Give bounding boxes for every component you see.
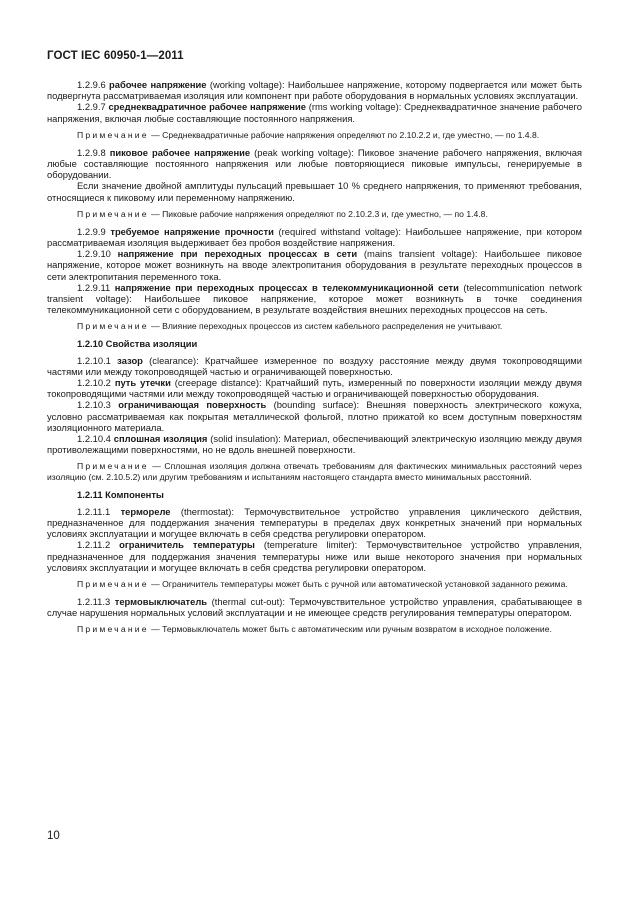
term: ограничивающая поверхность <box>118 399 267 411</box>
definition-1-2-11-3: 1.2.11.3 термовыключатель (thermal cut-out): Термочувствительное устройство управления, срабатывающее в случае нарушения нормальных условий эксплуатации и не имеющее средств регулирования температуры оператором. <box>47 595 582 619</box>
standard-header: ГОСТ IEC 60950-1—2011 <box>47 50 184 62</box>
term: зазор <box>117 354 143 366</box>
definition-1-2-9-9: 1.2.9.9 требуемое напряжение прочности (required withstand voltage): Наибольшее напряжение, при котором рассматриваемая изоляция выдерживает без пробоя воздействие напряжения. <box>47 225 582 249</box>
note-5: Примечание — Ограничитель температуры может быть с ручной или автоматической установкой заданного режима. <box>77 578 568 589</box>
section-heading-1-2-10: 1.2.10 Свойства изоляции <box>77 338 198 350</box>
definition-1-2-11-2: 1.2.11.2 ограничитель температуры (temperature limiter): Термочувствительное устройство управления, предназначенное для поддержания значения температуры ниже или выше некоторого значения при нормальных условиях эксплуатации и могущее включать в себя средства регулировки оператором. <box>47 539 582 573</box>
paragraph-ripple: Если значение двойной амплитуды пульсаций превышает 10 % среднего напряжения, то применяют требования, относящиеся к пиковому или переменному напряжению. <box>47 180 582 203</box>
term: ограничитель температуры <box>119 539 255 551</box>
note-4: Примечание — Сплошная изоляция должна отвечать требованиям для фактических минимальных расстояний через изоляцию (см. 2.10.5.2) или другим требованиям и испытаниям настоящего стандарта вместо минимальных расстояний. <box>47 461 582 483</box>
definition-1-2-9-7: 1.2.9.7 среднеквадратичное рабочее напряжение (rms working voltage): Среднеквадратичное значение рабочего напряжения, включая любые составляющие постоянного напряжения. <box>47 101 582 124</box>
definition-1-2-10-2: 1.2.10.2 путь утечки (creepage distance): Кратчайший путь, измеренный по поверхности изоляции между двумя токопроводящими частями или между токопроводящей частью и ограничивающей поверхностью оборудования. <box>47 377 583 400</box>
term: путь утечки <box>114 377 171 389</box>
definition-1-2-10-1: 1.2.10.1 зазор (clearance): Кратчайшее измеренное по воздуху расстояние между двумя токопроводящими частями или между токопроводящей частью и ограничивающей поверхностью. <box>47 354 582 377</box>
term: пиковое рабочее напряжение <box>109 146 251 158</box>
definition-1-2-9-8: 1.2.9.8 пиковое рабочее напряжение (peak working voltage): Пиковое значение рабочего напряжения, включая любые составляющие постоянного напряжения или любые повторяющиеся пиковые импульсы, генерируемые в оборудовании. <box>47 146 583 181</box>
definition-1-2-9-10: 1.2.9.10 напряжение при переходных процессах в сети (mains transient voltage): Наибольшее пиковое напряжение, которое может возникнуть на вводе электропитания оборудования в результате переходных процессов в сети электропитания переменного тока. <box>47 248 582 282</box>
note-2: Примечание — Пиковые рабочие напряжения определяют по 2.10.2.3 и, где уместно, — по 1.4.8. <box>77 208 488 219</box>
term: напряжение при переходных процессах в телекоммуникационной сети <box>114 281 459 293</box>
document-body <box>47 79 582 635</box>
section-heading-1-2-11: 1.2.11 Компоненты <box>77 489 164 501</box>
definition-1-2-9-6: 1.2.9.6 рабочее напряжение (working voltage): Наибольшее напряжение, которому подвергается или может быть подвергнута рассматриваемая изоляция или компонент при работе оборудования в нормальных условиях эксплуатации. <box>47 79 582 102</box>
term: сплошная изоляция <box>113 433 208 445</box>
page-number: 10 <box>47 830 60 842</box>
term: напряжение при переходных процессах в сети <box>117 248 358 260</box>
term: термореле <box>120 505 171 517</box>
definition-1-2-10-3: 1.2.10.3 ограничивающая поверхность (bounding surface): Внешняя поверхность электрического кожуха, условно рассматриваемая как покрытая металлической фольгой, плотно прижатой ко всем доступным поверхностям изоляционного материала. <box>47 399 583 433</box>
term: термовыключатель <box>114 595 208 607</box>
note-3: Примечание — Влияние переходных процессов из систем кабельного распределения не учитывают. <box>77 321 503 332</box>
term: требуемое напряжение прочности <box>110 225 274 237</box>
definition-1-2-9-11: 1.2.9.11 напряжение при переходных процессах в телекоммуникационной сети (telecommunication network transient voltage): Наибольшее пиковое напряжение, которое может возникнуть в точке соединения телекоммуникационной сети с оборудованием, в результате воздействия внешних переходных процессов на сеть. <box>47 281 582 316</box>
definition-1-2-10-4: 1.2.10.4 сплошная изоляция (solid insulation): Материал, обеспечивающий электрическую изоляцию между двумя противолежащими поверхностями, но не вдоль внешней поверхности. <box>47 433 582 456</box>
note-1: Примечание — Среднеквадратичные рабочие напряжения определяют по 2.10.2.2 и, где уместно, — по 1.4.8. <box>77 129 540 140</box>
term: рабочее напряжение <box>109 79 207 90</box>
definition-1-2-11-1: 1.2.11.1 термореле (thermostat): Термочувствительное устройство управления циклического действия, предназначенное для поддержания значения температуры в пределах двух конкретных значений при нормальных условиях эксплуатации и могущее включать в себя средства регулировки оператором. <box>47 505 582 540</box>
note-6: Примечание — Термовыключатель может быть с автоматическим или ручным возвратом в исходное положение. <box>77 624 552 635</box>
term: среднеквадратичное рабочее напряжение <box>108 101 306 113</box>
